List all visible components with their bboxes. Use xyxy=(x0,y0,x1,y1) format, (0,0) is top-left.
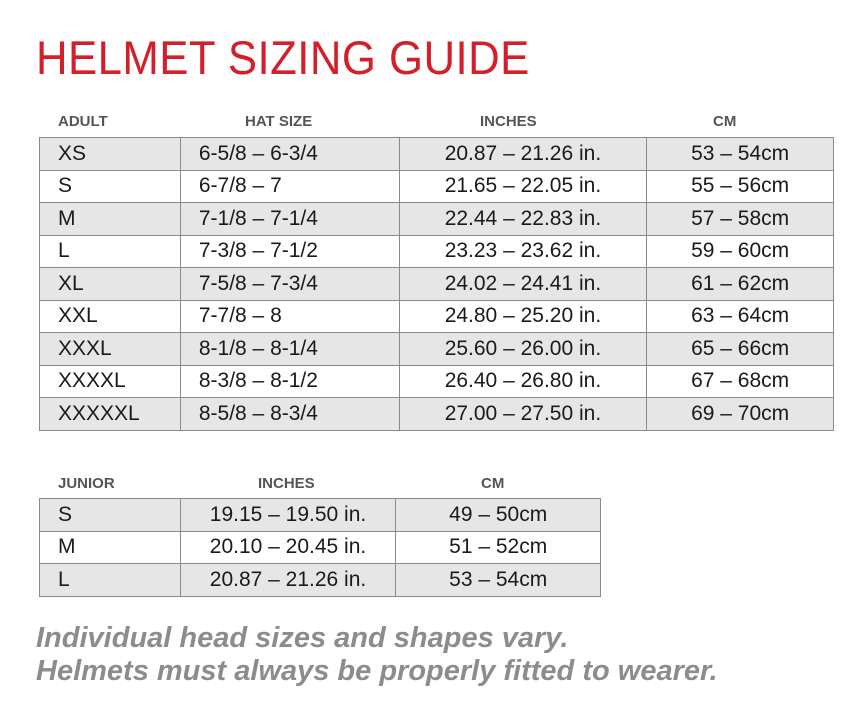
adult-table-cell: 63 – 64cm xyxy=(647,300,834,333)
adult-table-cell: XXXXL xyxy=(40,365,181,398)
junior-table-cell: L xyxy=(40,564,181,597)
adult-table-cell: 25.60 – 26.00 in. xyxy=(399,333,647,366)
adult-header-inches: INCHES xyxy=(480,113,537,130)
adult-table-cell: 65 – 66cm xyxy=(647,333,834,366)
junior-table-cell: 53 – 54cm xyxy=(396,564,601,597)
adult-table-cell: M xyxy=(40,203,181,236)
adult-table-cell: 6-5/8 – 6-3/4 xyxy=(180,138,399,171)
adult-table-cell: 26.40 – 26.80 in. xyxy=(399,365,647,398)
junior-table-row xyxy=(40,531,601,564)
adult-header-size: ADULT xyxy=(58,113,108,130)
adult-table-cell: 67 – 68cm xyxy=(647,365,834,398)
adult-table-cell: 27.00 – 27.50 in. xyxy=(399,398,647,431)
adult-table-cell: S xyxy=(40,170,181,203)
adult-table-cell: 57 – 58cm xyxy=(647,203,834,236)
adult-table-cell: XXXL xyxy=(40,333,181,366)
junior-table-cell: 20.87 – 21.26 in. xyxy=(180,564,396,597)
adult-table-cell: XXXXXL xyxy=(40,398,181,431)
junior-table-cell: 51 – 52cm xyxy=(396,531,601,564)
adult-table-row xyxy=(40,170,834,203)
page-title: HELMET SIZING GUIDE xyxy=(36,31,530,84)
adult-table-cell: 21.65 – 22.05 in. xyxy=(399,170,647,203)
adult-table-row xyxy=(40,203,834,236)
adult-table-cell: XS xyxy=(40,138,181,171)
junior-table-cell: 19.15 – 19.50 in. xyxy=(180,499,396,532)
junior-table-cell: 20.10 – 20.45 in. xyxy=(180,531,396,564)
adult-table-cell: 8-5/8 – 8-3/4 xyxy=(180,398,399,431)
adult-table-row xyxy=(40,333,834,366)
adult-table-row xyxy=(40,365,834,398)
adult-table-row xyxy=(40,300,834,333)
adult-table-cell: 53 – 54cm xyxy=(647,138,834,171)
fit-note-line-2: Helmets must always be properly fitted to wearer. xyxy=(36,655,718,687)
adult-header-cm: CM xyxy=(713,113,737,130)
adult-table-cell: 8-1/8 – 8-1/4 xyxy=(180,333,399,366)
adult-table-row xyxy=(40,398,834,431)
junior-size-table xyxy=(39,498,601,597)
adult-table-cell: 8-3/8 – 8-1/2 xyxy=(180,365,399,398)
adult-table-cell: 69 – 70cm xyxy=(647,398,834,431)
adult-table-cell: 22.44 – 22.83 in. xyxy=(399,203,647,236)
adult-table-cell: 24.02 – 24.41 in. xyxy=(399,268,647,301)
junior-header-cm: CM xyxy=(481,475,505,492)
adult-table-cell: XXL xyxy=(40,300,181,333)
junior-table-row xyxy=(40,499,601,532)
adult-header-hat-size: HAT SIZE xyxy=(245,113,313,130)
adult-size-table xyxy=(39,137,834,431)
adult-table-cell: 7-5/8 – 7-3/4 xyxy=(180,268,399,301)
junior-table-cell: 49 – 50cm xyxy=(396,499,601,532)
adult-table-cell: 20.87 – 21.26 in. xyxy=(399,138,647,171)
adult-table-cell: XL xyxy=(40,268,181,301)
adult-table-cell: 23.23 – 23.62 in. xyxy=(399,235,647,268)
adult-table-cell: 7-1/8 – 7-1/4 xyxy=(180,203,399,236)
adult-table-row xyxy=(40,268,834,301)
junior-table-row xyxy=(40,564,601,597)
junior-header-inches: INCHES xyxy=(258,475,315,492)
adult-table-row xyxy=(40,138,834,171)
adult-table-cell: 59 – 60cm xyxy=(647,235,834,268)
adult-table-cell: 61 – 62cm xyxy=(647,268,834,301)
adult-table-cell: 7-7/8 – 8 xyxy=(180,300,399,333)
junior-table-cell: M xyxy=(40,531,181,564)
fit-note-line-1: Individual head sizes and shapes vary. xyxy=(36,622,569,654)
adult-table-row xyxy=(40,235,834,268)
adult-table-cell: L xyxy=(40,235,181,268)
adult-table-cell: 7-3/8 – 7-1/2 xyxy=(180,235,399,268)
junior-header-size: JUNIOR xyxy=(58,475,115,492)
adult-table-cell: 55 – 56cm xyxy=(647,170,834,203)
adult-table-cell: 6-7/8 – 7 xyxy=(180,170,399,203)
adult-table-cell: 24.80 – 25.20 in. xyxy=(399,300,647,333)
junior-table-cell: S xyxy=(40,499,181,532)
